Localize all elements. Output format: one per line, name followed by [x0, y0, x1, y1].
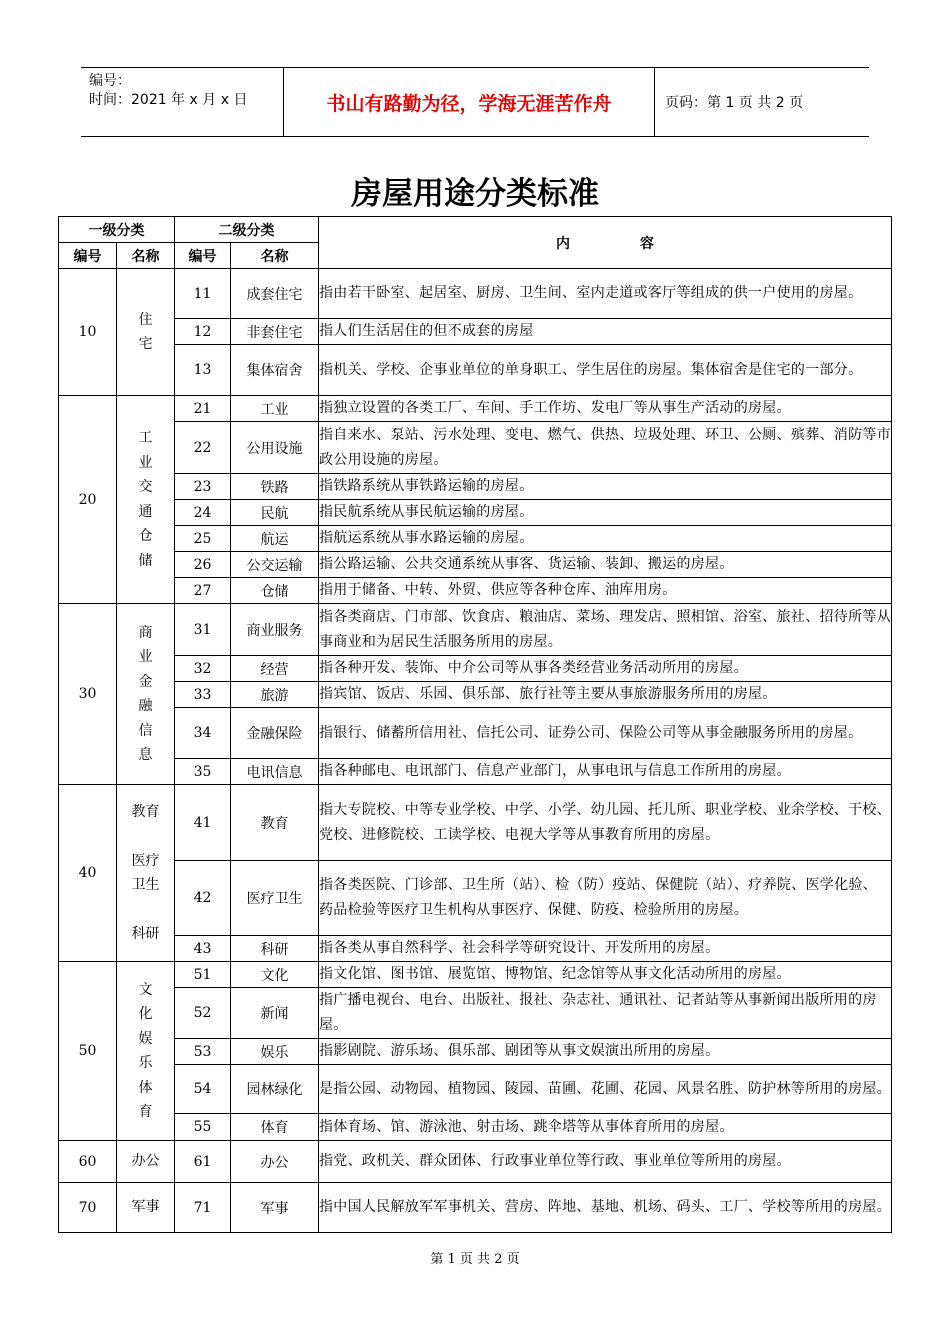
table-row — [59, 552, 892, 578]
level2-name: 军事 — [231, 1183, 319, 1233]
table-row — [59, 500, 892, 526]
level1-name-line: 业 — [138, 454, 153, 471]
table-row — [59, 861, 892, 936]
header-meta — [89, 72, 279, 110]
level2-name: 医疗卫生 — [231, 861, 319, 936]
level1-name-line: 乐 — [138, 1055, 153, 1071]
level1-name — [117, 1183, 175, 1233]
content-cell: 指宾馆、饭店、乐园、俱乐部、旅行社等主要从事旅游服务所用的房屋。 — [319, 682, 892, 708]
header-l1-name: 名称 — [117, 243, 175, 269]
content-cell: 指影剧院、游乐场、俱乐部、剧团等从事文娱演出所用的房屋。 — [319, 1039, 892, 1065]
level1-name-line: 化 — [138, 1006, 153, 1022]
level1-code: 10 — [59, 269, 117, 396]
content-cell: 指由若干卧室、起居室、厨房、卫生间、室内走道或客厅等组成的供一户使用的房屋。 — [319, 269, 892, 319]
level1-name — [117, 1141, 175, 1183]
table-row — [59, 656, 892, 682]
level1-code: 20 — [59, 396, 117, 604]
content-cell: 是指公园、动物园、植物园、陵园、苗圃、花圃、花园、风景名胜、防护林等所用的房屋。 — [319, 1065, 892, 1114]
level1-name-line: 医疗 — [131, 852, 160, 869]
level2-name: 集体宿舍 — [231, 345, 319, 396]
level2-code: 53 — [175, 1039, 231, 1065]
level2-name: 科研 — [231, 936, 319, 962]
content-cell: 指各种开发、装饰、中介公司等从事各类经营业务活动所用的房屋。 — [319, 656, 892, 682]
header-page-label: 页码：第 1 页 共 2 页 — [665, 95, 804, 111]
level1-name — [117, 604, 175, 785]
content-cell: 指自来水、泵站、污水处理、变电、燃气、供热、垃圾处理、环卫、公厕、殡葬、消防等市政公用设施的房屋。 — [319, 422, 892, 474]
header-motto: 书山有路勤为径，学海无涯苦作舟 — [283, 68, 655, 136]
level1-name-line: 住 — [138, 311, 153, 328]
level2-name: 体育 — [231, 1114, 319, 1141]
level1-name-line: 卫生 — [131, 877, 160, 893]
level2-name: 娱乐 — [231, 1039, 319, 1065]
content-cell: 指用于储备、中转、外贸、供应等各种仓库、油库用房。 — [319, 578, 892, 604]
content-cell: 指各类商店、门市部、饮食店、粮油店、菜场、理发店、照相馆、浴室、旅社、招待所等从事商业和为居民生活服务所用的房屋。 — [319, 604, 892, 656]
level2-code: 43 — [175, 936, 231, 962]
level2-code: 61 — [175, 1141, 231, 1183]
level1-name-line: 商 — [138, 624, 153, 641]
content-cell: 指广播电视台、电台、出版社、报社、杂志社、通讯社、记者站等从事新闻出版所用的房屋。 — [319, 988, 892, 1039]
page-footer: 第 1 页 共 2 页 — [430, 1252, 520, 1267]
level1-code: 60 — [59, 1141, 117, 1183]
content-cell: 指银行、储蓄所信用社、信托公司、证券公司、保险公司等从事金融服务所用的房屋。 — [319, 708, 892, 759]
level2-code: 33 — [175, 682, 231, 708]
level2-code: 52 — [175, 988, 231, 1039]
level1-name-line: 仓 — [138, 528, 153, 544]
table-row — [59, 269, 892, 319]
level1-code: 50 — [59, 962, 117, 1141]
level1-name-line: 体 — [138, 1079, 153, 1096]
content-cell: 指民航系统从事民航运输的房屋。 — [319, 500, 892, 526]
level1-name-line: 宅 — [138, 336, 153, 352]
content-cell: 指航运系统从事水路运输的房屋。 — [319, 526, 892, 552]
level2-name: 工业 — [231, 396, 319, 422]
level2-code: 32 — [175, 656, 231, 682]
level1-name-line: 息 — [138, 747, 153, 763]
level2-name: 旅游 — [231, 682, 319, 708]
level2-name: 航运 — [231, 526, 319, 552]
header-l2-name: 名称 — [231, 243, 319, 269]
table-row — [59, 988, 892, 1039]
document-title: 房屋用途分类标准 — [351, 176, 599, 212]
content-cell: 指中国人民解放军军事机关、营房、阵地、基地、机场、码头、工厂、学校等所用的房屋。 — [319, 1183, 892, 1233]
level1-name-line: 交 — [138, 479, 153, 495]
level1-code: 40 — [59, 785, 117, 962]
header-l2-code: 编号 — [175, 243, 231, 269]
level1-name-line: 工 — [138, 430, 153, 446]
classification-table — [58, 216, 892, 1233]
table-row — [59, 1114, 892, 1141]
level1-name — [117, 785, 175, 962]
level2-code: 55 — [175, 1114, 231, 1141]
level1-name — [117, 962, 175, 1141]
level2-name: 文化 — [231, 962, 319, 988]
table-row — [59, 396, 892, 422]
content-cell: 指文化馆、图书馆、展览馆、博物馆、纪念馆等从事文化活动所用的房屋。 — [319, 962, 892, 988]
level2-code: 13 — [175, 345, 231, 396]
level1-name-line: 娱 — [138, 1030, 153, 1047]
level2-code: 27 — [175, 578, 231, 604]
table-row — [59, 962, 892, 988]
level2-name: 铁路 — [231, 474, 319, 500]
level1-name-line: 科研 — [131, 926, 160, 942]
level1-name-line: 储 — [138, 552, 153, 569]
level2-code: 54 — [175, 1065, 231, 1114]
content-cell: 指各类从事自然科学、社会科学等研究设计、开发所用的房屋。 — [319, 936, 892, 962]
level1-name-line — [117, 824, 174, 849]
level2-name: 新闻 — [231, 988, 319, 1039]
level2-name: 金融保险 — [231, 708, 319, 759]
level2-code: 25 — [175, 526, 231, 552]
table-row — [59, 345, 892, 396]
level2-code: 42 — [175, 861, 231, 936]
level1-name-line: 融 — [138, 698, 153, 714]
level2-name: 电讯信息 — [231, 759, 319, 785]
level2-code: 24 — [175, 500, 231, 526]
level1-code: 30 — [59, 604, 117, 785]
table-head — [59, 217, 892, 269]
header-l1-code: 编号 — [59, 243, 117, 269]
level1-name-line: 通 — [138, 503, 153, 520]
level2-name: 公交运输 — [231, 552, 319, 578]
level2-code: 35 — [175, 759, 231, 785]
level1-name-line: 教育 — [131, 803, 160, 820]
table-row — [59, 759, 892, 785]
table-row — [59, 936, 892, 962]
level1-name-line: 业 — [138, 649, 153, 665]
level2-name: 仓储 — [231, 578, 319, 604]
level1-name-line: 文 — [138, 981, 153, 998]
content-cell: 指机关、学校、企事业单位的单身职工、学生居住的房屋。集体宿舍是住宅的一部分。 — [319, 345, 892, 396]
content-cell: 指党、政机关、群众团体、行政事业单位等行政、事业单位等所用的房屋。 — [319, 1141, 892, 1183]
content-cell: 指公路运输、公共交通系统从事客、货运输、装卸、搬运的房屋。 — [319, 552, 892, 578]
content-cell: 指各种邮电、电讯部门、信息产业部门，从事电讯与信息工作所用的房屋。 — [319, 759, 892, 785]
level2-name: 非套住宅 — [231, 319, 319, 345]
level2-code: 71 — [175, 1183, 231, 1233]
level1-name-line: 军事 — [131, 1199, 160, 1216]
level1-name-line: 金 — [138, 673, 153, 690]
level2-code: 11 — [175, 269, 231, 319]
table-row — [59, 578, 892, 604]
header-time-label: 时间：2021 年 x 月 x 日 — [89, 92, 248, 108]
table-row — [59, 682, 892, 708]
level2-name: 经营 — [231, 656, 319, 682]
level2-code: 31 — [175, 604, 231, 656]
table-row — [59, 422, 892, 474]
table-row — [59, 604, 892, 656]
level2-code: 21 — [175, 396, 231, 422]
table-row — [59, 526, 892, 552]
table-row — [59, 708, 892, 759]
level1-name-line: 信 — [138, 722, 153, 739]
level2-code: 12 — [175, 319, 231, 345]
table-body — [59, 269, 892, 1233]
content-cell: 指人们生活居住的但不成套的房屋 — [319, 319, 892, 345]
level2-code: 23 — [175, 474, 231, 500]
header-level2: 二级分类 — [175, 217, 319, 243]
content-cell: 指各类医院、门诊部、卫生所（站）、检（防）疫站、保健院（站）、疗养院、医学化验、药品检验等医疗卫生机构从事医疗、保健、防疫、检验所用的房屋。 — [319, 861, 892, 936]
level2-name: 成套住宅 — [231, 269, 319, 319]
table-row — [59, 474, 892, 500]
level2-name: 园林绿化 — [231, 1065, 319, 1114]
header-number-label: 编号： — [89, 73, 131, 89]
table-row — [59, 1183, 892, 1233]
level2-code: 22 — [175, 422, 231, 474]
content-cell: 指铁路系统从事铁路运输的房屋。 — [319, 474, 892, 500]
level2-code: 26 — [175, 552, 231, 578]
content-cell: 指独立设置的各类工厂、车间、手工作坊、发电厂等从事生产活动的房屋。 — [319, 396, 892, 422]
level1-name-line: 育 — [138, 1104, 153, 1120]
level2-name: 教育 — [231, 785, 319, 861]
level2-name: 办公 — [231, 1141, 319, 1183]
page-header — [81, 67, 869, 137]
level1-name — [117, 396, 175, 604]
level2-code: 51 — [175, 962, 231, 988]
level2-name: 公用设施 — [231, 422, 319, 474]
content-cell: 指体育场、馆、游泳池、射击场、跳伞塔等从事体育所用的房屋。 — [319, 1114, 892, 1141]
table-row — [59, 785, 892, 861]
table-row — [59, 319, 892, 345]
level1-name-line: 办公 — [131, 1153, 160, 1170]
header-level1: 一级分类 — [59, 217, 175, 243]
content-cell: 指大专院校、中等专业学校、中学、小学、幼儿园、托儿所、职业学校、业余学校、干校、党校、进修院校、工读学校、电视大学等从事教育所用的房屋。 — [319, 785, 892, 861]
level2-code: 41 — [175, 785, 231, 861]
table-row — [59, 1039, 892, 1065]
level1-name-line — [117, 898, 174, 923]
level1-name — [117, 269, 175, 396]
level2-name: 商业服务 — [231, 604, 319, 656]
header-content: 内 容 — [319, 217, 892, 269]
table-row — [59, 1141, 892, 1183]
level2-code: 34 — [175, 708, 231, 759]
level2-name: 民航 — [231, 500, 319, 526]
table-row — [59, 1065, 892, 1114]
level1-code: 70 — [59, 1183, 117, 1233]
